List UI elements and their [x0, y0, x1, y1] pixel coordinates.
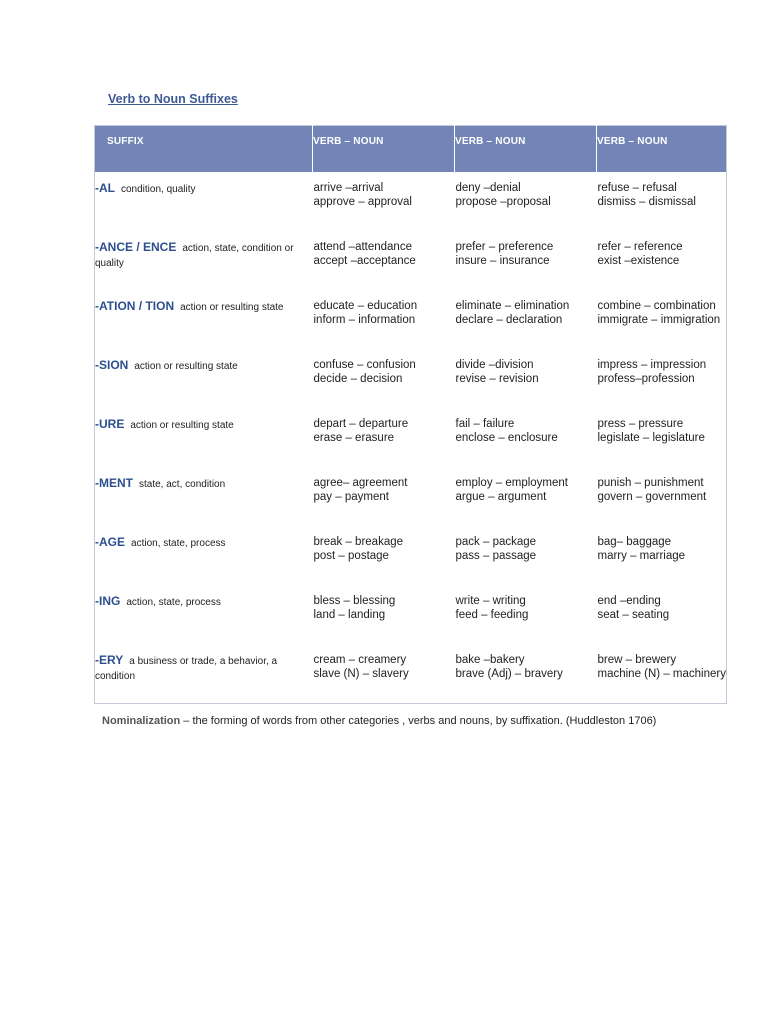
- suffix-dash: -: [95, 652, 99, 667]
- verb-noun-pair: inform – information: [313, 313, 416, 326]
- table-row: [95, 526, 727, 585]
- verb-noun-cell: [313, 408, 455, 467]
- verb-noun-pair: eliminate – elimination: [455, 299, 570, 312]
- verb-noun-pair: arrive –arrival: [313, 181, 384, 194]
- suffix-cell: [95, 290, 313, 349]
- verb-noun-pair: attend –attendance: [313, 240, 412, 253]
- verb-noun-pair: legislate – legislature: [597, 431, 705, 444]
- verb-noun-pair: brew – brewery: [597, 653, 677, 666]
- suffix-dash: -: [95, 180, 99, 195]
- verb-noun-cell: [455, 290, 597, 349]
- verb-noun-pair: bag– baggage: [597, 535, 672, 548]
- verb-noun-pair: insure – insurance: [455, 254, 550, 267]
- suffix-cell: [95, 585, 313, 644]
- verb-noun-pair: impress – impression: [597, 358, 707, 371]
- verb-noun-cell: [313, 467, 455, 526]
- verb-noun-pair: accept –acceptance: [313, 254, 416, 267]
- verb-noun-cell: [313, 585, 455, 644]
- verb-noun-pair: write – writing: [455, 594, 526, 607]
- suffix-description: action or resulting state: [130, 419, 234, 431]
- verb-noun-cell: [313, 290, 455, 349]
- verb-noun-pair: prefer – preference: [455, 240, 554, 253]
- verb-noun-pair: feed – feeding: [455, 608, 529, 621]
- suffix-dash: -: [95, 534, 99, 549]
- verb-noun-pair: bless – blessing: [313, 594, 396, 607]
- verb-noun-pair: end –ending: [597, 594, 661, 607]
- verb-noun-pair: decide – decision: [313, 372, 403, 385]
- suffix-description: state, act, condition: [139, 478, 226, 490]
- verb-noun-pair: post – postage: [313, 549, 389, 562]
- verb-noun-cell: [455, 172, 597, 231]
- verb-noun-pair: enclose – enclosure: [455, 431, 558, 444]
- verb-noun-pair: cream – creamery: [313, 653, 407, 666]
- verb-noun-cell: [313, 526, 455, 585]
- suffix-name: AL: [99, 180, 115, 195]
- verb-noun-cell: [455, 231, 597, 290]
- suffix-name: AGE: [99, 534, 126, 549]
- verb-noun-pair: confuse – confusion: [313, 358, 416, 371]
- table-header-row: [95, 126, 727, 172]
- verb-noun-pair: pack – package: [455, 535, 537, 548]
- suffix-description: action or resulting state: [134, 360, 238, 372]
- verb-noun-cell: [455, 585, 597, 644]
- suffix-name: MENT: [99, 475, 133, 490]
- suffix-dash: -: [95, 239, 99, 254]
- suffix-cell: [95, 467, 313, 526]
- verb-noun-cell: [597, 467, 727, 526]
- verb-noun-cell: [313, 172, 455, 231]
- verb-noun-pair: slave (N) – slavery: [313, 667, 409, 680]
- verb-noun-pair: exist –existence: [597, 254, 680, 267]
- verb-noun-cell: [455, 349, 597, 408]
- header-verb-noun-3: VERB – NOUN: [597, 136, 668, 147]
- table-row: [95, 408, 727, 467]
- suffix-dash: -: [95, 475, 99, 490]
- suffix-description: condition, quality: [121, 183, 196, 195]
- suffix-name: URE: [99, 416, 125, 431]
- verb-noun-pair: marry – marriage: [597, 549, 686, 562]
- verb-noun-pair: agree– agreement: [313, 476, 408, 489]
- verb-noun-cell: [597, 585, 727, 644]
- verb-noun-pair: land – landing: [313, 608, 386, 621]
- verb-noun-pair: govern – government: [597, 490, 707, 503]
- verb-noun-cell: [455, 408, 597, 467]
- verb-noun-pair: pass – passage: [455, 549, 537, 562]
- verb-noun-pair: declare – declaration: [455, 313, 563, 326]
- suffix-description: a business or trade, a behavior, a condition: [95, 655, 278, 682]
- table-row: [95, 290, 727, 349]
- verb-noun-pair: propose –proposal: [455, 195, 551, 208]
- verb-noun-pair: refuse – refusal: [597, 181, 677, 194]
- suffix-description: action or resulting state: [180, 301, 284, 313]
- verb-noun-pair: argue – argument: [455, 490, 547, 503]
- verb-noun-pair: punish – punishment: [597, 476, 704, 489]
- verb-noun-pair: press – pressure: [597, 417, 684, 430]
- page-title: Verb to Noun Suffixes: [108, 92, 238, 106]
- suffix-cell: [95, 349, 313, 408]
- verb-noun-cell: [455, 467, 597, 526]
- verb-noun-cell: [597, 290, 727, 349]
- verb-noun-cell: [597, 408, 727, 467]
- suffix-name: ERY: [99, 652, 124, 667]
- table-row: [95, 585, 727, 644]
- verb-noun-pair: immigrate – immigration: [597, 313, 721, 326]
- suffix-name: ATION / TION: [99, 298, 175, 313]
- suffix-name: ING: [99, 593, 121, 608]
- suffix-dash: -: [95, 416, 99, 431]
- verb-noun-pair: depart – departure: [313, 417, 409, 430]
- suffix-cell: [95, 172, 313, 231]
- verb-noun-pair: refer – reference: [597, 240, 683, 253]
- verb-noun-cell: [313, 231, 455, 290]
- verb-noun-cell: [597, 644, 727, 704]
- verb-noun-pair: seat – seating: [597, 608, 670, 621]
- suffix-description: action, state, condition or quality: [95, 242, 294, 269]
- verb-noun-cell: [597, 526, 727, 585]
- suffix-table: [94, 125, 727, 704]
- verb-noun-pair: brave (Adj) – bravery: [455, 667, 563, 680]
- verb-noun-pair: fail – failure: [455, 417, 515, 430]
- verb-noun-cell: [455, 644, 597, 704]
- verb-noun-pair: revise – revision: [455, 372, 539, 385]
- table-row: [95, 231, 727, 290]
- verb-noun-pair: combine – combination: [597, 299, 716, 312]
- suffix-dash: -: [95, 357, 99, 372]
- table-row: [95, 349, 727, 408]
- verb-noun-pair: educate – education: [313, 299, 418, 312]
- verb-noun-cell: [455, 526, 597, 585]
- header-verb-noun-1: VERB – NOUN: [313, 126, 455, 172]
- definition-note: [102, 709, 662, 733]
- suffix-name: SION: [99, 357, 129, 372]
- verb-noun-cell: [313, 349, 455, 408]
- verb-noun-pair: erase – erasure: [313, 431, 395, 444]
- verb-noun-pair: dismiss – dismissal: [597, 195, 696, 208]
- verb-noun-pair: approve – approval: [313, 195, 412, 208]
- verb-noun-pair: divide –division: [455, 358, 534, 371]
- suffix-description: action, state, process: [126, 596, 221, 608]
- verb-noun-pair: pay – payment: [313, 490, 389, 503]
- suffix-cell: [95, 408, 313, 467]
- suffix-description: action, state, process: [131, 537, 226, 549]
- table-row: [95, 644, 727, 704]
- verb-noun-pair: machine (N) – machinery: [597, 667, 726, 680]
- verb-noun-pair: break – breakage: [313, 535, 404, 548]
- table-row: [95, 467, 727, 526]
- suffix-dash: -: [95, 593, 99, 608]
- definition-term: Nominalization: [102, 715, 181, 727]
- verb-noun-cell: [597, 231, 727, 290]
- verb-noun-cell: [597, 349, 727, 408]
- verb-noun-cell: [313, 644, 455, 704]
- definition-text: – the forming of words from other categories , verbs and nouns, by suffixation. (Huddleston 1706): [180, 715, 657, 727]
- header-suffix: SUFFIX: [95, 126, 313, 172]
- verb-noun-pair: employ – employment: [455, 476, 568, 489]
- verb-noun-cell: [597, 172, 727, 231]
- verb-noun-pair: profess–profession: [597, 372, 695, 385]
- table-row: [95, 172, 727, 231]
- header-verb-noun-2: VERB – NOUN: [455, 126, 597, 172]
- suffix-cell: [95, 526, 313, 585]
- suffix-cell: [95, 644, 313, 704]
- suffix-cell: [95, 231, 313, 290]
- suffix-dash: -: [95, 298, 99, 313]
- verb-noun-pair: deny –denial: [455, 181, 521, 194]
- suffix-name: ANCE / ENCE: [99, 239, 177, 254]
- verb-noun-pair: bake –bakery: [455, 653, 525, 666]
